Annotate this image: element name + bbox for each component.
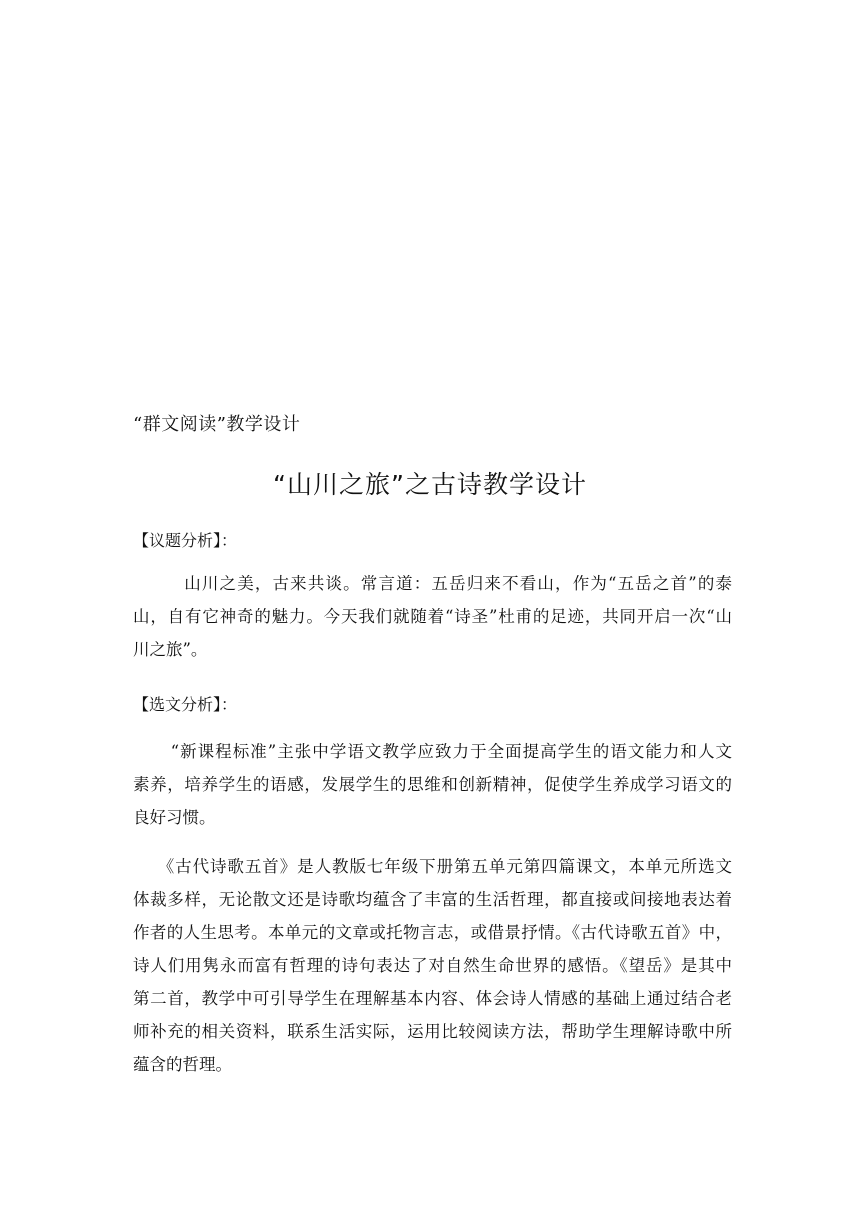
section-heading-topic-analysis: 【议题分析】： (133, 531, 238, 550)
paragraph-curriculum-standard (133, 735, 732, 834)
text-line: 诗人们用隽永而富有哲理的诗句表达了对自然生命世界的感悟。《望岳》是其中 (133, 956, 732, 975)
section-heading-text-analysis: 【选文分析】： (133, 695, 238, 714)
paragraph-topic-analysis (133, 567, 732, 666)
text-line: 第二首，教学中可引导学生在理解基本内容、体会诗人情感的基础上通过结合老 (133, 989, 732, 1008)
paragraph-lesson-overview (133, 850, 732, 1081)
text-line: 蕴含的哲理。 (133, 1055, 232, 1074)
document-title: “山川之旅”之古诗教学设计 (273, 470, 587, 499)
series-label: “群文阅读”教学设计 (133, 414, 301, 435)
text-line: “新课程标准”主张中学语文教学应致力于全面提高学生的语文能力和人文 (133, 742, 732, 761)
text-line: 良好习惯。 (133, 808, 216, 827)
text-line: 师补充的相关资料，联系生活实际，运用比较阅读方法，帮助学生理解诗歌中所 (133, 1022, 732, 1041)
text-line: 作者的人生思考。本单元的文章或托物言志，或借景抒情。《古代诗歌五首》中， (133, 923, 732, 942)
text-line: 山川之美，古来共谈。常言道：五岳归来不看山，作为“五岳之首”的泰 (133, 574, 732, 593)
text-line: 川之旅”。 (133, 640, 208, 659)
text-line: 山，自有它神奇的魅力。今天我们就随着“诗圣”杜甫的足迹，共同开启一次“山 (133, 607, 732, 626)
text-line: 《古代诗歌五首》是人教版七年级下册第五单元第四篇课文，本单元所选文 (133, 857, 732, 876)
text-line: 体裁多样，无论散文还是诗歌均蕴含了丰富的生活哲理，都直接或间接地表达着 (133, 890, 732, 909)
text-line: 素养，培养学生的语感，发展学生的思维和创新精神，促使学生养成学习语文的 (133, 775, 732, 794)
